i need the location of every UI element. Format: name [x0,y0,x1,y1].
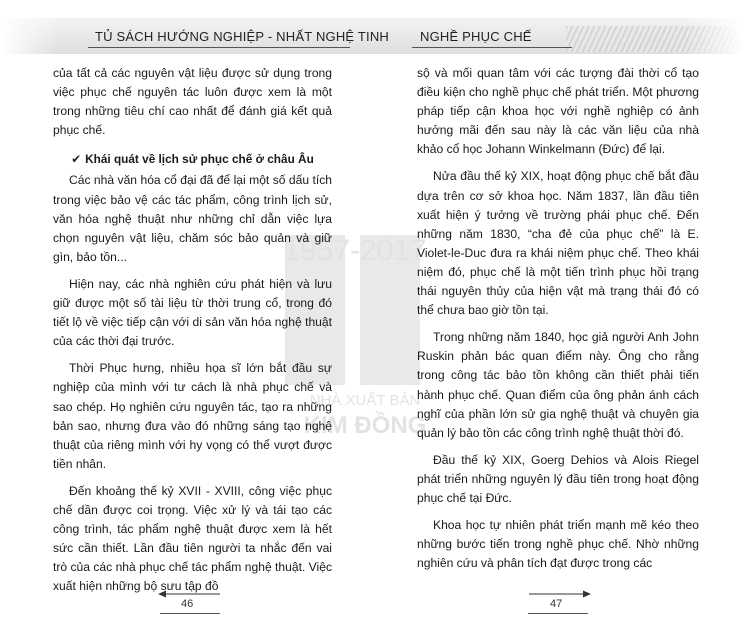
section-heading-text: Khái quát về lịch sử phục chế ở châu Âu [85,152,314,167]
left-continued-paragraph: của tất cả các nguyên vật liệu được sử dụng trong việc phục chế nguyên tác luôn được xem là một trong những tiêu chí cao nhất để đánh giá kết quả phục chế. [53,66,332,138]
right-running-header: NGHỀ PHỤC CHẾ [420,29,532,44]
right-continued-paragraph: sộ và mối quan tâm với các tượng đài thời cổ tạo điều kiện cho nghề phục chế phát triển. Một phương pháp tiếp cận khoa học với nghề nghiệp có ảnh hưởng mãi đến sau này là các văn liệu của nhà khảo cổ học Johann Winkelmann (Đức) để lại. [417,66,699,157]
section-heading [53,150,332,169]
right-arrow-ornament-icon [527,590,591,598]
right-page-number: 47 [550,598,563,610]
header-fade-left [0,18,60,54]
right-paragraph-3: Đầu thế kỷ XIX, Goerg Dehios và Alois Riegel phát triển những nguyên lý đầu tiên trong hoạt động phục chế tại Đức. [417,452,699,505]
left-paragraph-3: Thời Phục hưng, nhiều họa sĩ lớn bắt đầu sự nghiệp của mình với tư cách là nhà phục chế và sao chép. Họ nghiên cứu nguyên tác, tạo ra những bản sao, nhưng đưa vào đó những sáng tạo nghệ thuật của riêng mình với hy vọng có thể vượt được tiền nhân. [53,361,332,471]
left-arrow-ornament-icon [158,590,222,598]
left-paragraph-2: Hiện nay, các nhà nghiên cứu phát hiện và lưu giữ được một số tài liệu từ thời trung cổ, trong đó tiết lộ về việc tiếp cận với di sản văn hóa nghệ thuật của các thời đại trước. [53,276,332,349]
left-page-body [53,64,332,596]
watermark-block-right [360,235,420,385]
watermark-years: 1957-2017 [283,234,427,267]
watermark-publisher-line2: KIM ĐỒNG [303,412,427,439]
right-page-body [417,64,699,573]
watermark-publisher-line1: NHÀ XUẤT BẢN [309,392,421,409]
right-paragraph-1: Nửa đầu thế kỷ XIX, hoạt động phục chế bắt đầu dựa trên cơ sở khoa học. Năm 1837, lần đầu tiên xuất hiện ý tưởng về trường phái phục chế. Đến những năm 1830, “cha đẻ của phục chế” là E. Violet-le-Duc đưa ra khái niệm phục chế. Theo khái niệm đó, phục chế là một tiến trình phục hồi trạng thái nguyên thủy của hiện vật mà trạng thái đó có thể chưa bao giờ tồn tại. [417,169,699,318]
right-page-number-rule [528,613,588,614]
header-fade-right [685,18,745,54]
checkmark-icon: ✔ [71,152,82,167]
left-paragraph-1: Các nhà văn hóa cổ đại đã để lại một số dấu tích trong việc bảo vệ các tác phẩm, công trình lịch sử, văn hóa nghệ thuật như những chỉ dẫn việc lựa chọn nguyên vật liệu, chăm sóc bảo quản và giữ gìn, bảo tồn... [53,173,332,264]
left-paragraph-4: Đến khoảng thế kỷ XVII - XVIII, công việc phục chế dần được coi trọng. Việc xử lý và tái tạo các công trình, tác phẩm nghệ thuật được xem là hết sức cần thiết. Lần đầu tiên người ta nhắc đến vai trò của các nhà phục chế tác phẩm nghệ thuật. Việc xuất hiện những bộ sưu tập đồ [53,483,332,594]
right-header-rule [412,47,572,48]
left-running-header: TỦ SÁCH HƯỚNG NGHIỆP - NHẤT NGHỆ TINH [95,29,390,44]
right-paragraph-2: Trong những năm 1840, học giả người Anh John Ruskin phản bác quan điểm này. Ông cho rằng trong công tác bảo tồn không cần thiết phải tiến hành phục chế. Quan điểm của ông phản ánh cách nghĩ của phần lớn sử gia nghệ thuật và chuyên gia quản lý bảo tồn các công trình nghệ thuật thời đó. [417,330,699,440]
left-page-number: 46 [181,598,194,610]
left-header-rule [88,47,350,48]
right-paragraph-4: Khoa học tự nhiên phát triển mạnh mẽ kéo theo những bước tiến trong nghề phục chế. Nhờ những nghiên cứu và phân tích đạt được trong các [417,518,699,571]
left-page-number-rule [160,613,220,614]
